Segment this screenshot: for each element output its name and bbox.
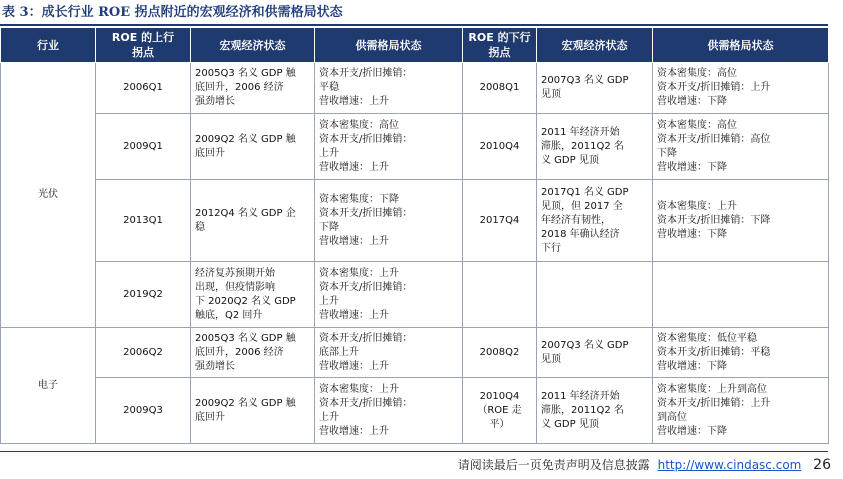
title-rule (0, 24, 828, 26)
supply-down-cell (653, 262, 829, 328)
macro-down-cell (537, 262, 653, 328)
supply-up-cell: 资本密集度：上升 资本开支/折旧摊销： 上升 营收增速：上升 (315, 262, 463, 328)
macro-up-cell: 经济复苏预期开始 出现，但疫情影响 下 2020Q2 名义 GDP 触底，Q2 回升 (191, 262, 315, 328)
roe-up-date: 2019Q2 (96, 262, 191, 328)
roe-table (0, 27, 829, 444)
roe-up-date: 2006Q1 (96, 63, 191, 114)
table-row (1, 180, 829, 262)
header-row (1, 28, 829, 63)
industry-cell: 光伏 (1, 63, 96, 328)
supply-up-cell: 资本密集度：下降 资本开支/折旧摊销： 下降 营收增速：上升 (315, 180, 463, 262)
macro-up-cell: 2012Q4 名义 GDP 企 稳 (191, 180, 315, 262)
header-macro-up: 宏观经济状态 (191, 28, 315, 63)
header-roe-up: ROE 的上行 拐点 (96, 28, 191, 63)
macro-down-cell: 2017Q1 名义 GDP 见顶，但 2017 全 年经济有韧性， 2018 年确认经济 下行 (537, 180, 653, 262)
supply-up-cell: 资本开支/折旧摊销： 底部上升 营收增速：上升 (315, 328, 463, 378)
header-supply-down: 供需格局状态 (653, 28, 829, 63)
website-link[interactable]: http://www.cindasc.com (657, 458, 802, 472)
roe-up-date: 2009Q1 (96, 114, 191, 180)
footer-rule (0, 451, 828, 452)
table-row (1, 328, 829, 378)
macro-down-cell: 2007Q3 名义 GDP 见顶 (537, 328, 653, 378)
macro-down-cell: 2011 年经济开始 滞胀，2011Q2 名 义 GDP 见顶 (537, 114, 653, 180)
supply-down-cell: 资本密集度：上升 资本开支/折旧摊销：下降 营收增速：下降 (653, 180, 829, 262)
macro-up-cell: 2009Q2 名义 GDP 触 底回升 (191, 378, 315, 444)
industry-cell: 电子 (1, 328, 96, 444)
table-row (1, 378, 829, 444)
macro-up-cell: 2005Q3 名义 GDP 触 底回升，2006 经济 强劲增长 (191, 63, 315, 114)
supply-up-cell: 资本开支/折旧摊销： 平稳 营收增速：上升 (315, 63, 463, 114)
page-number: 26 (813, 457, 831, 473)
table-row (1, 63, 829, 114)
disclaimer-text: 请阅读最后一页免责声明及信息披露 (457, 458, 650, 472)
supply-up-cell: 资本密集度：高位 资本开支/折旧摊销： 上升 营收增速：上升 (315, 114, 463, 180)
table-row (1, 114, 829, 180)
table-title: 表 3：成长行业 ROE 拐点附近的宏观经济和供需格局状态 (2, 5, 343, 20)
roe-down-date: 2017Q4 (463, 180, 537, 262)
roe-down-date (463, 262, 537, 328)
header-supply-up: 供需格局状态 (315, 28, 463, 63)
roe-down-date: 2008Q2 (463, 328, 537, 378)
roe-up-date: 2013Q1 (96, 180, 191, 262)
page-footer (458, 455, 831, 475)
header-macro-down: 宏观经济状态 (537, 28, 653, 63)
roe-down-date: 2008Q1 (463, 63, 537, 114)
table-row (1, 262, 829, 328)
macro-down-cell: 2011 年经济开始 滞胀，2011Q2 名 义 GDP 见顶 (537, 378, 653, 444)
supply-up-cell: 资本密集度：上升 资本开支/折旧摊销： 上升 营收增速：上升 (315, 378, 463, 444)
macro-up-cell: 2005Q3 名义 GDP 触 底回升，2006 经济 强劲增长 (191, 328, 315, 378)
macro-up-cell: 2009Q2 名义 GDP 触 底回升 (191, 114, 315, 180)
supply-down-cell: 资本密集度：上升到高位 资本开支/折旧摊销：上升 到高位 营收增速：下降 (653, 378, 829, 444)
header-roe-down: ROE 的下行 拐点 (463, 28, 537, 63)
roe-down-date: 2010Q4 (463, 114, 537, 180)
supply-down-cell: 资本密集度：高位 资本开支/折旧摊销：上升 营收增速：下降 (653, 63, 829, 114)
header-industry: 行业 (1, 28, 96, 63)
supply-down-cell: 资本密集度：高位 资本开支/折旧摊销：高位 下降 营收增速：下降 (653, 114, 829, 180)
macro-down-cell: 2007Q3 名义 GDP 见顶 (537, 63, 653, 114)
supply-down-cell: 资本密集度：低位平稳 资本开支/折旧摊销：平稳 营收增速：下降 (653, 328, 829, 378)
roe-up-date: 2006Q2 (96, 328, 191, 378)
roe-up-date: 2009Q3 (96, 378, 191, 444)
roe-down-date: 2010Q4 （ROE 走 平） (463, 378, 537, 444)
